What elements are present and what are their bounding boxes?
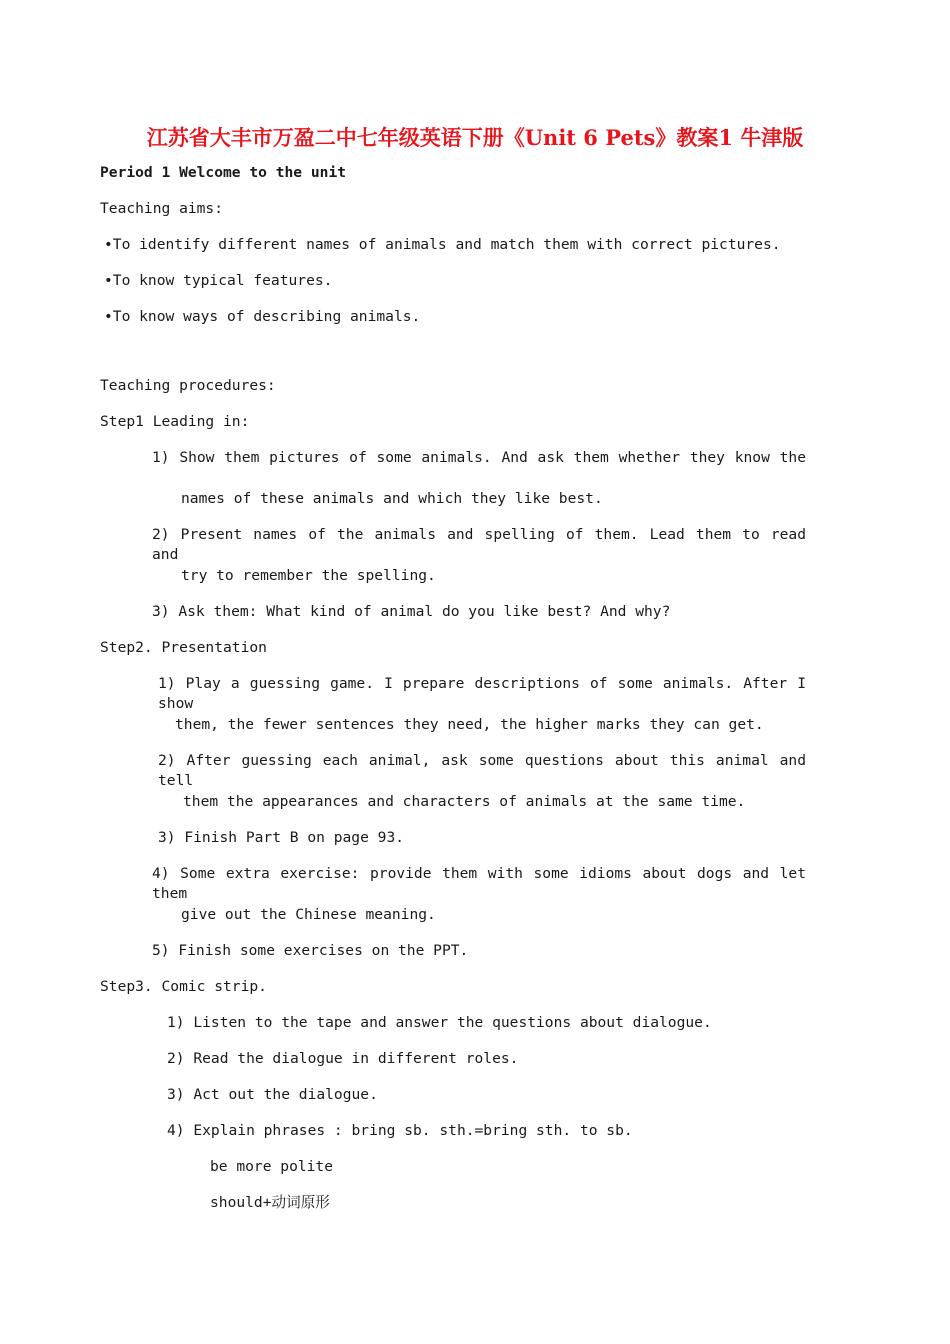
step2-item: 5) Finish some exercises on the PPT. <box>152 942 469 959</box>
step1-heading: Step1 Leading in: <box>100 413 250 430</box>
step1-item: 1) Show them pictures of some animals. And ask them whether they know the <box>152 449 806 466</box>
period-heading: Period 1 Welcome to the unit <box>100 164 347 181</box>
step1-item: 3) Ask them: What kind of animal do you like best? And why? <box>152 603 671 620</box>
aims-heading: Teaching aims: <box>100 200 224 217</box>
step1-item-continued: try to remember the spelling. <box>181 567 436 584</box>
aim-item: •To identify different names of animals and match them with correct pictures. <box>104 236 781 253</box>
step3-item: 2) Read the dialogue in different roles. <box>167 1050 519 1067</box>
step3-sub-item: be more polite <box>210 1158 334 1175</box>
step2-item-continued: them, the fewer sentences they need, the higher marks they can get. <box>175 716 764 733</box>
step3-item: 1) Listen to the tape and answer the questions about dialogue. <box>167 1014 712 1031</box>
step2-heading: Step2. Presentation <box>100 639 267 656</box>
step2-item-continued: them the appearances and characters of animals at the same time. <box>183 793 746 810</box>
step3-heading: Step3. Comic strip. <box>100 978 267 995</box>
step2-item: 4) Some extra exercise: provide them with some idioms about dogs and let them <box>152 865 806 902</box>
procedures-heading: Teaching procedures: <box>100 377 276 394</box>
page-title: 江苏省大丰市万盈二中七年级英语下册《Unit 6 Pets》教案1 牛津版 <box>146 125 804 150</box>
aim-item: •To know ways of describing animals. <box>104 308 421 325</box>
step2-item: 1) Play a guessing game. I prepare descriptions of some animals. After I show <box>158 675 806 712</box>
aim-item: •To know typical features. <box>104 272 333 289</box>
step2-item-continued: give out the Chinese meaning. <box>181 906 436 923</box>
step1-item: 2) Present names of the animals and spelling of them. Lead them to read and <box>152 526 806 563</box>
step3-item: 4) Explain phrases : bring sb. sth.=bring sth. to sb. <box>167 1122 633 1139</box>
step2-item: 3) Finish Part B on page 93. <box>158 829 405 846</box>
step1-item-continued: names of these animals and which they like best. <box>181 490 603 507</box>
step2-item: 2) After guessing each animal, ask some questions about this animal and tell <box>158 752 806 789</box>
step3-item: 3) Act out the dialogue. <box>167 1086 378 1103</box>
step3-sub-item: should+动词原形 <box>210 1194 330 1211</box>
